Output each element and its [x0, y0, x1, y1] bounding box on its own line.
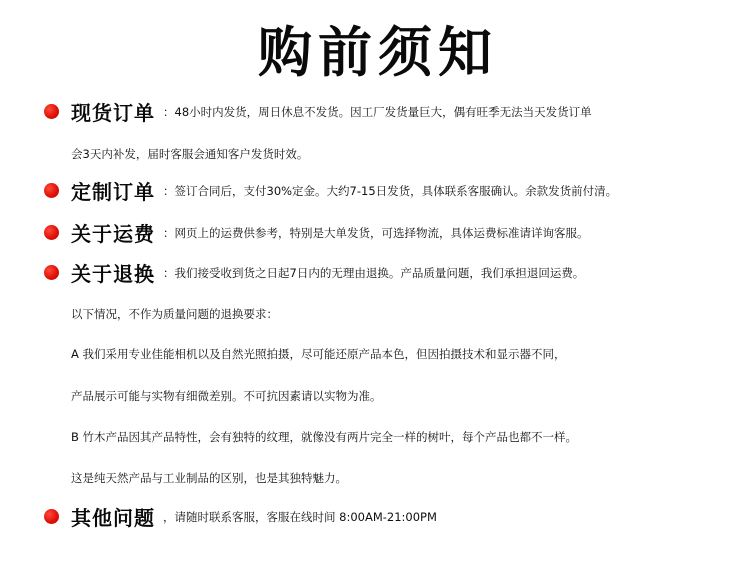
- section-other-questions: [0, 502, 756, 530]
- returns-item-b-continued: 这是纯天然产品与工业制品的区别，也是其独特魅力。: [71, 471, 347, 485]
- red-bullet-icon: [44, 183, 59, 198]
- section-text: ：我们接受收到货之日起7日内的无理由退换。产品质量问题，我们承担退回运费。: [163, 266, 585, 280]
- section-custom-orders: [0, 176, 756, 204]
- section-text: ，请随时联系客服，客服在线时间 8:00AM-21:00PM: [163, 510, 437, 524]
- section-text: ：签订合同后，支付30%定金。大约7-15日发货，具体联系客服确认。余款发货前付清。: [163, 184, 618, 198]
- section-heading: 关于运费: [71, 222, 155, 246]
- section-heading: 定制订单: [71, 180, 155, 204]
- returns-item-a-continued: 产品展示可能与实物有细微差别。不可抗因素请以实物为准。: [71, 389, 382, 403]
- section-heading: 关于退换: [71, 262, 155, 286]
- section-heading: 其他问题: [71, 506, 155, 530]
- section-shipping-fees: [0, 218, 756, 246]
- section-text: ：网页上的运费供参考，特别是大单发货，可选择物流，具体运费标准请详询客服。: [163, 226, 589, 240]
- section-stock-orders: [0, 97, 756, 125]
- section-returns: [0, 258, 756, 286]
- red-bullet-icon: [44, 265, 59, 280]
- section-text: ：48小时内发货，周日休息不发货。因工厂发货量巨大，偶有旺季无法当天发货订单: [163, 105, 592, 119]
- section-heading: 现货订单: [71, 101, 155, 125]
- section-continuation: 会3天内补发，届时客服会通知客户发货时效。: [71, 147, 309, 161]
- returns-item-b: B 竹木产品因其产品特性，会有独特的纹理，就像没有两片完全一样的树叶，每个产品也都不一样。: [71, 430, 578, 444]
- returns-exceptions-intro: 以下情况，不作为质量问题的退换要求：: [71, 307, 278, 321]
- page-title: 购前须知: [258, 20, 498, 84]
- red-bullet-icon: [44, 104, 59, 119]
- red-bullet-icon: [44, 509, 59, 524]
- red-bullet-icon: [44, 225, 59, 240]
- returns-item-a: A 我们采用专业佳能相机以及自然光照拍摄，尽可能还原产品本色，但因拍摄技术和显示器不同，: [71, 347, 566, 361]
